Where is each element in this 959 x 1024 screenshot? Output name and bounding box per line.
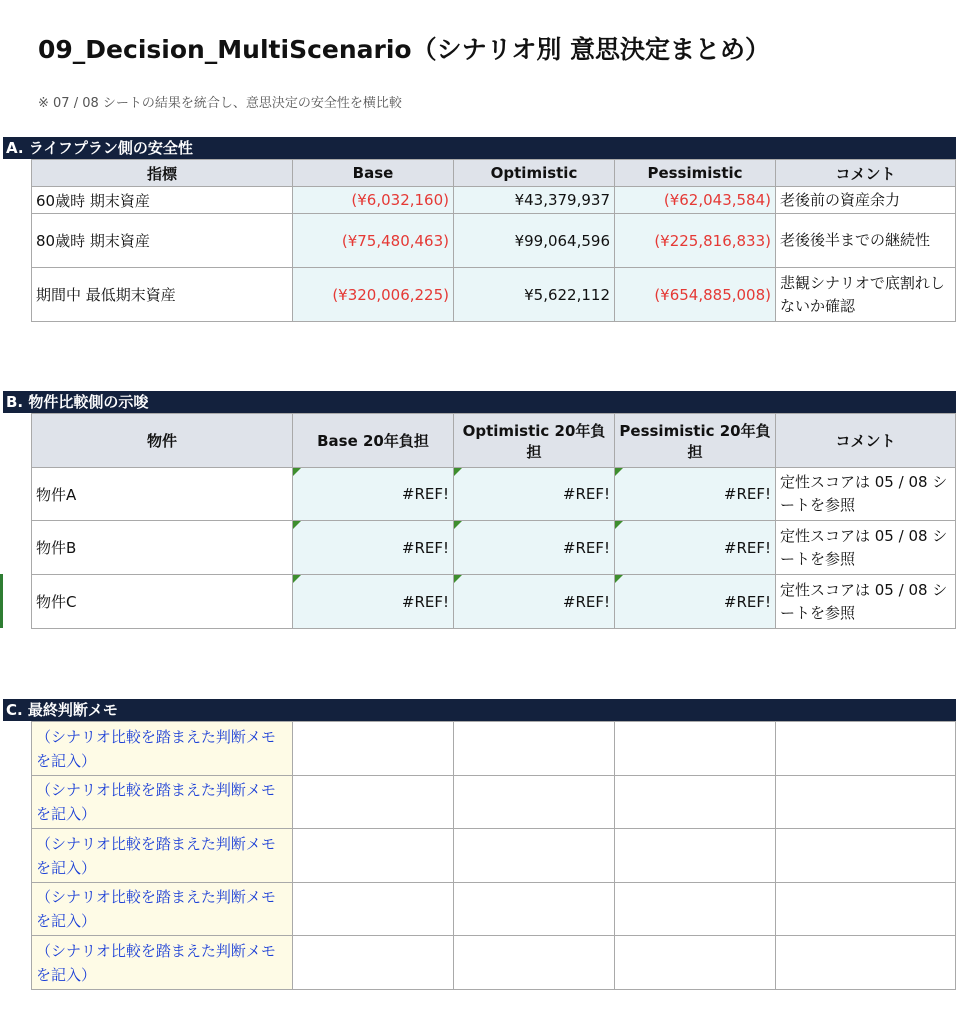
base-ref-cell[interactable]: [293, 575, 454, 629]
col-header-comment[interactable]: コメント: [776, 414, 956, 468]
memo-cell[interactable]: （シナリオ比較を踏まえた判断メモを記入）: [32, 883, 293, 936]
col-header-optimistic[interactable]: Optimistic: [454, 160, 615, 187]
empty-cell[interactable]: [615, 936, 776, 990]
memo-cell[interactable]: （シナリオ比較を踏まえた判断メモを記入）: [32, 722, 293, 776]
metric-label-cell[interactable]: 80歳時 期末資産: [32, 214, 293, 268]
error-indicator-icon: [615, 521, 623, 529]
error-indicator-icon: [454, 575, 462, 583]
cell-value: #REF!: [401, 592, 449, 611]
pessimistic-value-cell[interactable]: (¥62,043,584): [615, 187, 776, 214]
cell-value: #REF!: [723, 538, 771, 557]
table-row: [32, 268, 956, 322]
base-ref-cell[interactable]: [293, 468, 454, 521]
property-label-cell[interactable]: 物件C: [32, 575, 293, 629]
col-header-pessimistic[interactable]: Pessimistic: [615, 160, 776, 187]
section-a-column-headers: [32, 160, 956, 187]
table-row: [32, 468, 956, 521]
error-indicator-icon: [293, 575, 301, 583]
col-header-metric[interactable]: 指標: [32, 160, 293, 187]
memo-cell[interactable]: （シナリオ比較を踏まえた判断メモを記入）: [32, 829, 293, 883]
cell-value: #REF!: [723, 485, 771, 503]
table-row: [32, 776, 956, 829]
table-row: [32, 575, 956, 629]
optimistic-value-cell[interactable]: ¥43,379,937: [454, 187, 615, 214]
empty-cell[interactable]: [615, 829, 776, 883]
empty-cell[interactable]: [615, 883, 776, 936]
comment-cell[interactable]: 定性スコアは 05 / 08 シートを参照: [776, 521, 956, 575]
col-header-property[interactable]: 物件: [32, 414, 293, 468]
empty-cell[interactable]: [776, 883, 956, 936]
empty-cell[interactable]: [776, 829, 956, 883]
section-b-header: B. 物件比較側の示唆: [3, 391, 956, 413]
empty-cell[interactable]: [293, 883, 454, 936]
empty-cell[interactable]: [293, 829, 454, 883]
row-selection-edge: [0, 574, 3, 628]
empty-cell[interactable]: [454, 936, 615, 990]
error-indicator-icon: [293, 521, 301, 529]
page-title: 09_Decision_MultiScenario（シナリオ別 意思決定まとめ）: [38, 35, 771, 64]
error-indicator-icon: [454, 521, 462, 529]
optimistic-ref-cell[interactable]: [454, 468, 615, 521]
base-value-cell[interactable]: (¥6,032,160): [293, 187, 454, 214]
table-row: [32, 883, 956, 936]
table-row: [32, 521, 956, 575]
property-label-cell[interactable]: 物件B: [32, 521, 293, 575]
pessimistic-ref-cell[interactable]: [615, 468, 776, 521]
comment-cell[interactable]: 悲観シナリオで底割れしないか確認: [776, 268, 956, 322]
metric-label-cell[interactable]: 期間中 最低期末資産: [32, 268, 293, 322]
base-ref-cell[interactable]: [293, 521, 454, 575]
optimistic-value-cell[interactable]: ¥5,622,112: [454, 268, 615, 322]
pessimistic-value-cell[interactable]: (¥654,885,008): [615, 268, 776, 322]
memo-cell[interactable]: （シナリオ比較を踏まえた判断メモを記入）: [32, 936, 293, 990]
property-label-cell[interactable]: 物件A: [32, 468, 293, 521]
cell-value: #REF!: [562, 485, 610, 503]
pessimistic-ref-cell[interactable]: [615, 521, 776, 575]
table-row: [32, 722, 956, 776]
col-header-optimistic-20y[interactable]: Optimistic 20年負担: [454, 414, 615, 468]
col-header-pessimistic-20y[interactable]: Pessimistic 20年負担: [615, 414, 776, 468]
col-header-base-20y[interactable]: Base 20年負担: [293, 414, 454, 468]
table-row: [32, 214, 956, 268]
cell-value: #REF!: [562, 592, 610, 611]
empty-cell[interactable]: [293, 722, 454, 776]
base-value-cell[interactable]: (¥75,480,463): [293, 214, 454, 268]
section-c-table: [31, 721, 956, 990]
pessimistic-ref-cell[interactable]: [615, 575, 776, 629]
empty-cell[interactable]: [454, 776, 615, 829]
section-a-header: A. ライフプラン側の安全性: [3, 137, 956, 159]
empty-cell[interactable]: [776, 936, 956, 990]
section-b-table: [31, 413, 956, 629]
base-value-cell[interactable]: (¥320,006,225): [293, 268, 454, 322]
table-row: [32, 829, 956, 883]
empty-cell[interactable]: [615, 722, 776, 776]
section-c-header: C. 最終判断メモ: [3, 699, 956, 721]
empty-cell[interactable]: [615, 776, 776, 829]
table-row: [32, 936, 956, 990]
section-a-table: [31, 159, 956, 322]
table-row: [32, 187, 956, 214]
empty-cell[interactable]: [454, 883, 615, 936]
empty-cell[interactable]: [776, 722, 956, 776]
optimistic-value-cell[interactable]: ¥99,064,596: [454, 214, 615, 268]
comment-cell[interactable]: 老後後半までの継続性: [776, 214, 956, 268]
optimistic-ref-cell[interactable]: [454, 521, 615, 575]
empty-cell[interactable]: [293, 936, 454, 990]
empty-cell[interactable]: [776, 776, 956, 829]
error-indicator-icon: [454, 468, 462, 476]
section-b-column-headers: [32, 414, 956, 468]
page-subtitle: ※ 07 / 08 シートの結果を統合し、意思決定の安全性を横比較: [38, 96, 402, 111]
comment-cell[interactable]: 定性スコアは 05 / 08 シートを参照: [776, 575, 956, 629]
cell-value: #REF!: [401, 538, 449, 557]
empty-cell[interactable]: [454, 829, 615, 883]
metric-label-cell[interactable]: 60歳時 期末資産: [32, 187, 293, 214]
cell-value: #REF!: [723, 592, 771, 611]
memo-cell[interactable]: （シナリオ比較を踏まえた判断メモを記入）: [32, 776, 293, 829]
empty-cell[interactable]: [293, 776, 454, 829]
col-header-comment[interactable]: コメント: [776, 160, 956, 187]
empty-cell[interactable]: [454, 722, 615, 776]
cell-value: #REF!: [401, 485, 449, 503]
comment-cell[interactable]: 老後前の資産余力: [776, 187, 956, 214]
error-indicator-icon: [615, 468, 623, 476]
pessimistic-value-cell[interactable]: (¥225,816,833): [615, 214, 776, 268]
comment-cell[interactable]: 定性スコアは 05 / 08 シートを参照: [776, 468, 956, 521]
optimistic-ref-cell[interactable]: [454, 575, 615, 629]
error-indicator-icon: [615, 575, 623, 583]
col-header-base[interactable]: Base: [293, 160, 454, 187]
error-indicator-icon: [293, 468, 301, 476]
cell-value: #REF!: [562, 538, 610, 557]
